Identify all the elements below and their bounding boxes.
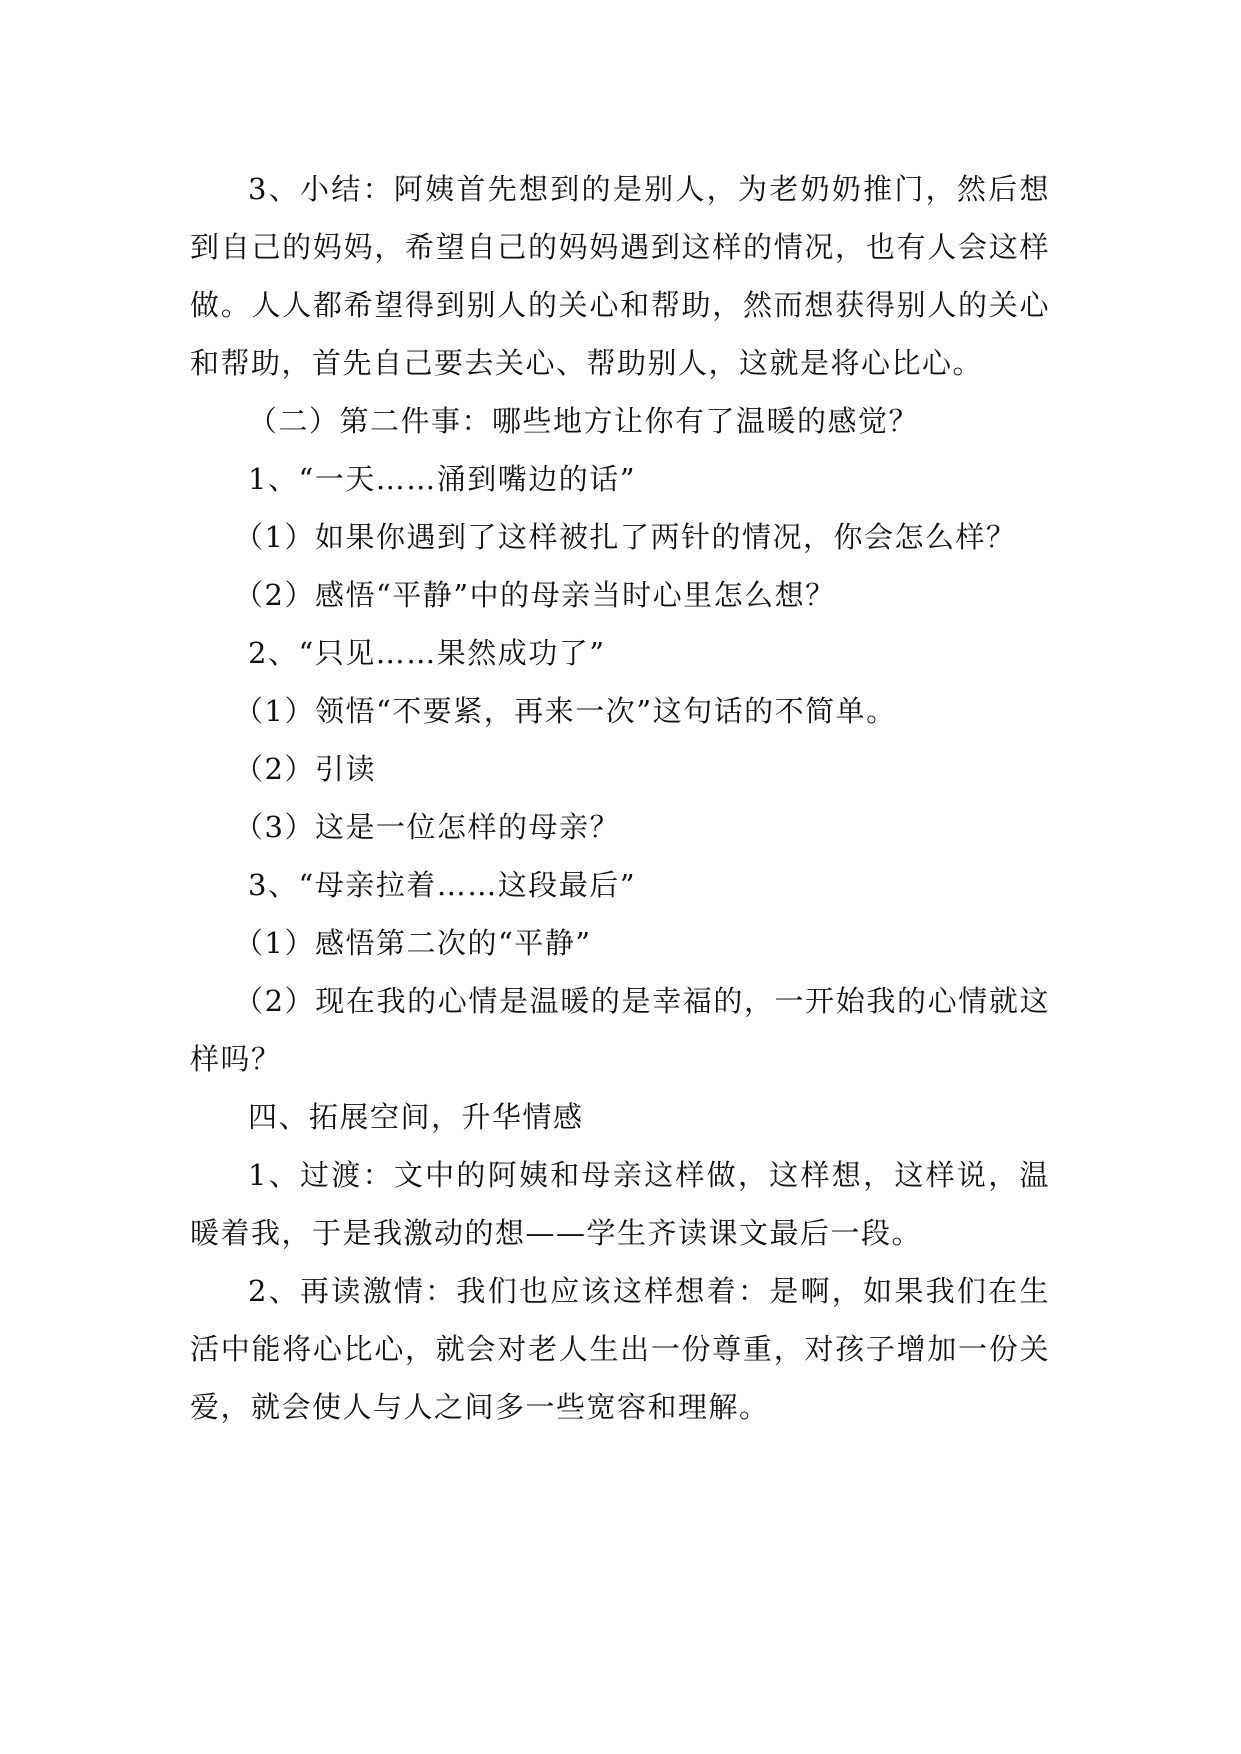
list-item: 1、“一天……涌到嘴边的话” [248, 462, 637, 496]
document-body [190, 160, 1050, 1436]
list-subitem: （1）如果你遇到了这样被扎了两针的情况，你会怎么样？ [234, 520, 1017, 554]
step-paragraph: 2、再读激情：我们也应该这样想着：是啊，如果我们在生活中能将心比心，就会对老人生出一份尊重，对孩子增加一份关爱，就会使人与人之间多一些宽容和理解。 [190, 1274, 1050, 1424]
list-subitem: （3）这是一位怎样的母亲？ [234, 810, 620, 844]
list-subitem: （2）感悟“平静”中的母亲当时心里怎么想？ [234, 578, 836, 612]
section-heading-second-event: （二）第二件事：哪些地方让你有了温暖的感觉？ [248, 404, 920, 438]
list-item: 3、“母亲拉着……这段最后” [248, 868, 637, 902]
step-paragraph: 1、过渡：文中的阿姨和母亲这样做，这样想，这样说，温暖着我，于是我激动的想——学生齐读课文最后一段。 [190, 1158, 1050, 1250]
summary-paragraph: 3、小结：阿姨首先想到的是别人，为老奶奶推门，然后想到自己的妈妈，希望自己的妈妈遇到这样的情况，也有人会这样做。人人都希望得到别人的关心和帮助，然而想获得别人的关心和帮助，首先自己要去关心、帮助别人，这就是将心比心。 [190, 172, 1050, 380]
list-subitem: （1）领悟“不要紧，再来一次”这句话的不简单。 [234, 694, 897, 728]
list-subitem: （2）现在我的心情是温暖的是幸福的，一开始我的心情就这样吗？ [190, 984, 1050, 1076]
list-subitem: （2）引读 [234, 752, 376, 786]
list-item: 2、“只见……果然成功了” [248, 636, 606, 670]
section-heading-extension: 四、拓展空间，升华情感 [248, 1100, 584, 1134]
list-subitem: （1）感悟第二次的“平静” [234, 926, 592, 960]
